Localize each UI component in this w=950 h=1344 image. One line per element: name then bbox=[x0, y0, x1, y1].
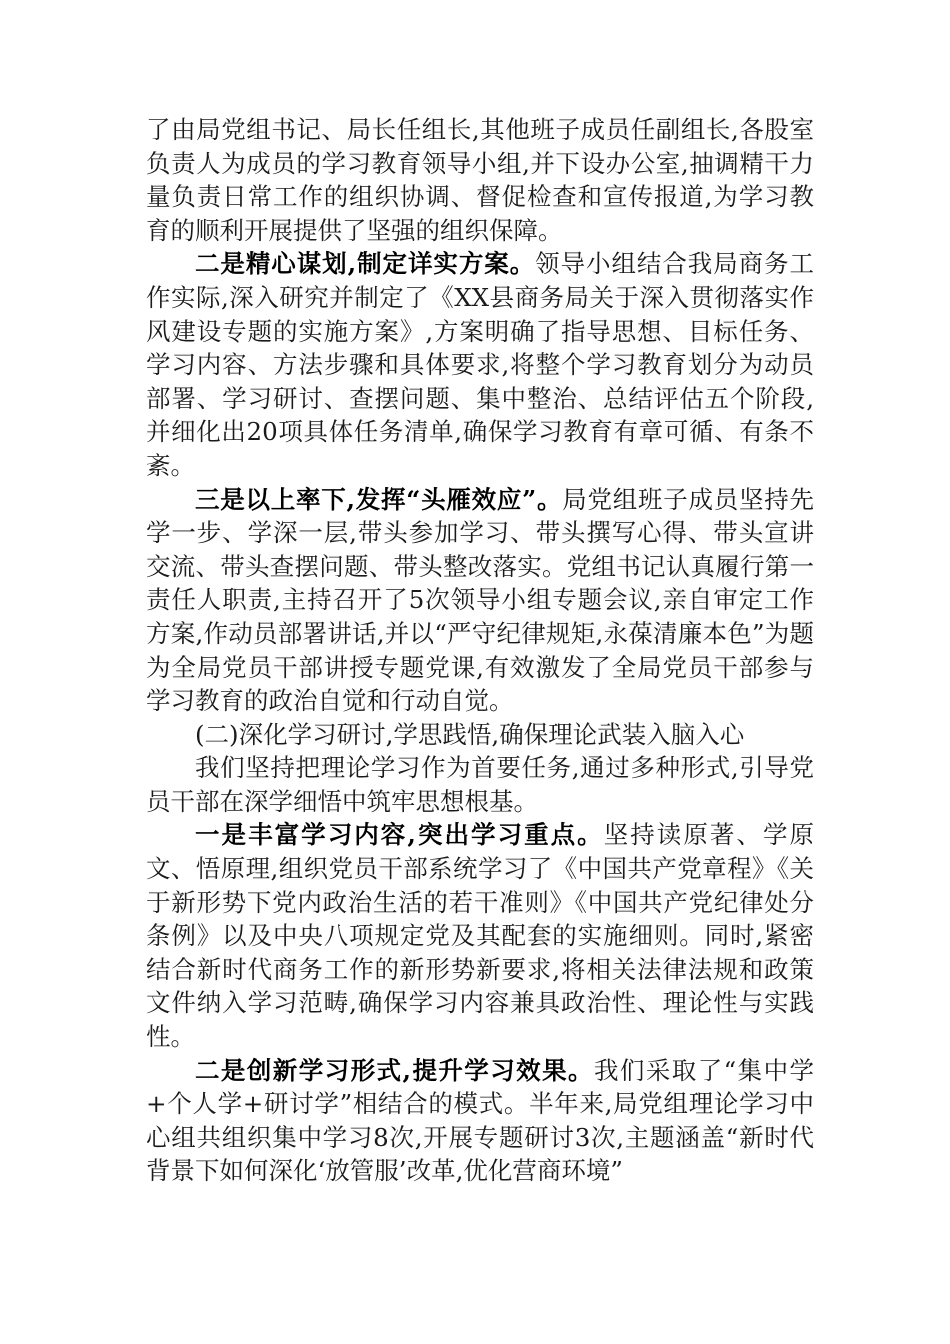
paragraph-text: 局党组班子成员坚持先学一步、学深一层,带头参加学习、带头撰写心得、带头宣讲交流、带头查摆问题、带头整改落实。党组书记认真履行第一责任人职责,主持召开了5次领导小组专题会议,亲自审定工作方案,作动员部署讲话,并以“严守纪律规矩,永葆清廉本色”为题为全局党员干部讲授专题党课,有效激发了全局党员干部参与学习教育的政治自觉和行动自觉。 bbox=[146, 484, 814, 716]
paragraph-text: 了由局党组书记、局长任组长,其他班子成员任副组长,各股室负责人为成员的学习教育领导小组,并下设办公室,抽调精干力量负责日常工作的组织协调、督促检查和宣传报道,为学习教育的顺利开展提供了坚强的组织保障。 bbox=[146, 115, 814, 245]
paragraph-org-leadership bbox=[146, 113, 814, 247]
paragraph-text: 坚持读原著、学原文、悟原理,组织党员干部系统学习了《中国共产党章程》《关于新形势下党内政治生活的若干准则》《中国共产党纪律处分条例》以及中央八项规定党及其配套的实施细则。同时,紧密结合新时代商务工作的新形势新要求,将相关法律法规和政策文件纳入学习范畴,确保学习内容兼具政治性、理论性与实践性。 bbox=[146, 820, 814, 1052]
paragraph-text: 我们采取了“集中学+个人学+研讨学”相结合的模式。半年来,局党组理论学习中心组共组织集中学习8次,开展专题研讨3次,主题涵盖“新时代背景下如何深化‘放管服’改革,优化营商环境” bbox=[146, 1055, 815, 1186]
paragraph-plan bbox=[146, 247, 814, 482]
paragraph-leading-by-example bbox=[146, 483, 814, 718]
section-heading-text: (二)深化学习研讨,学思践悟,确保理论武装入脑入心 bbox=[195, 719, 745, 749]
paragraph-lead: 二是创新学习形式,提升学习效果。 bbox=[195, 1055, 594, 1085]
paragraph-study-format bbox=[146, 1054, 814, 1188]
paragraph-lead: 三是以上率下,发挥“头雁效应”。 bbox=[195, 484, 563, 514]
paragraph-text: 领导小组结合我局商务工作实际,深入研究并制定了《XX县商务局关于深入贯彻落实作风建设专题的实施方案》,方案明确了指导思想、目标任务、学习内容、方法步骤和具体要求,将整个学习教育划分为动员部署、学习研讨、查摆问题、集中整治、总结评估五个阶段,并细化出20项具体任务清单,确保学习教育有章可循、有条不紊。 bbox=[146, 249, 815, 480]
paragraph-text: 我们坚持把理论学习作为首要任务,通过多种形式,引导党员干部在深学细悟中筑牢思想根基。 bbox=[146, 753, 814, 816]
document-body bbox=[146, 113, 814, 1188]
section-heading bbox=[146, 718, 814, 752]
paragraph-study-content bbox=[146, 818, 814, 1053]
paragraph-theory-study bbox=[146, 751, 814, 818]
paragraph-lead: 二是精心谋划,制定详实方案。 bbox=[195, 249, 536, 279]
paragraph-lead: 一是丰富学习内容,突出学习重点。 bbox=[195, 820, 604, 850]
